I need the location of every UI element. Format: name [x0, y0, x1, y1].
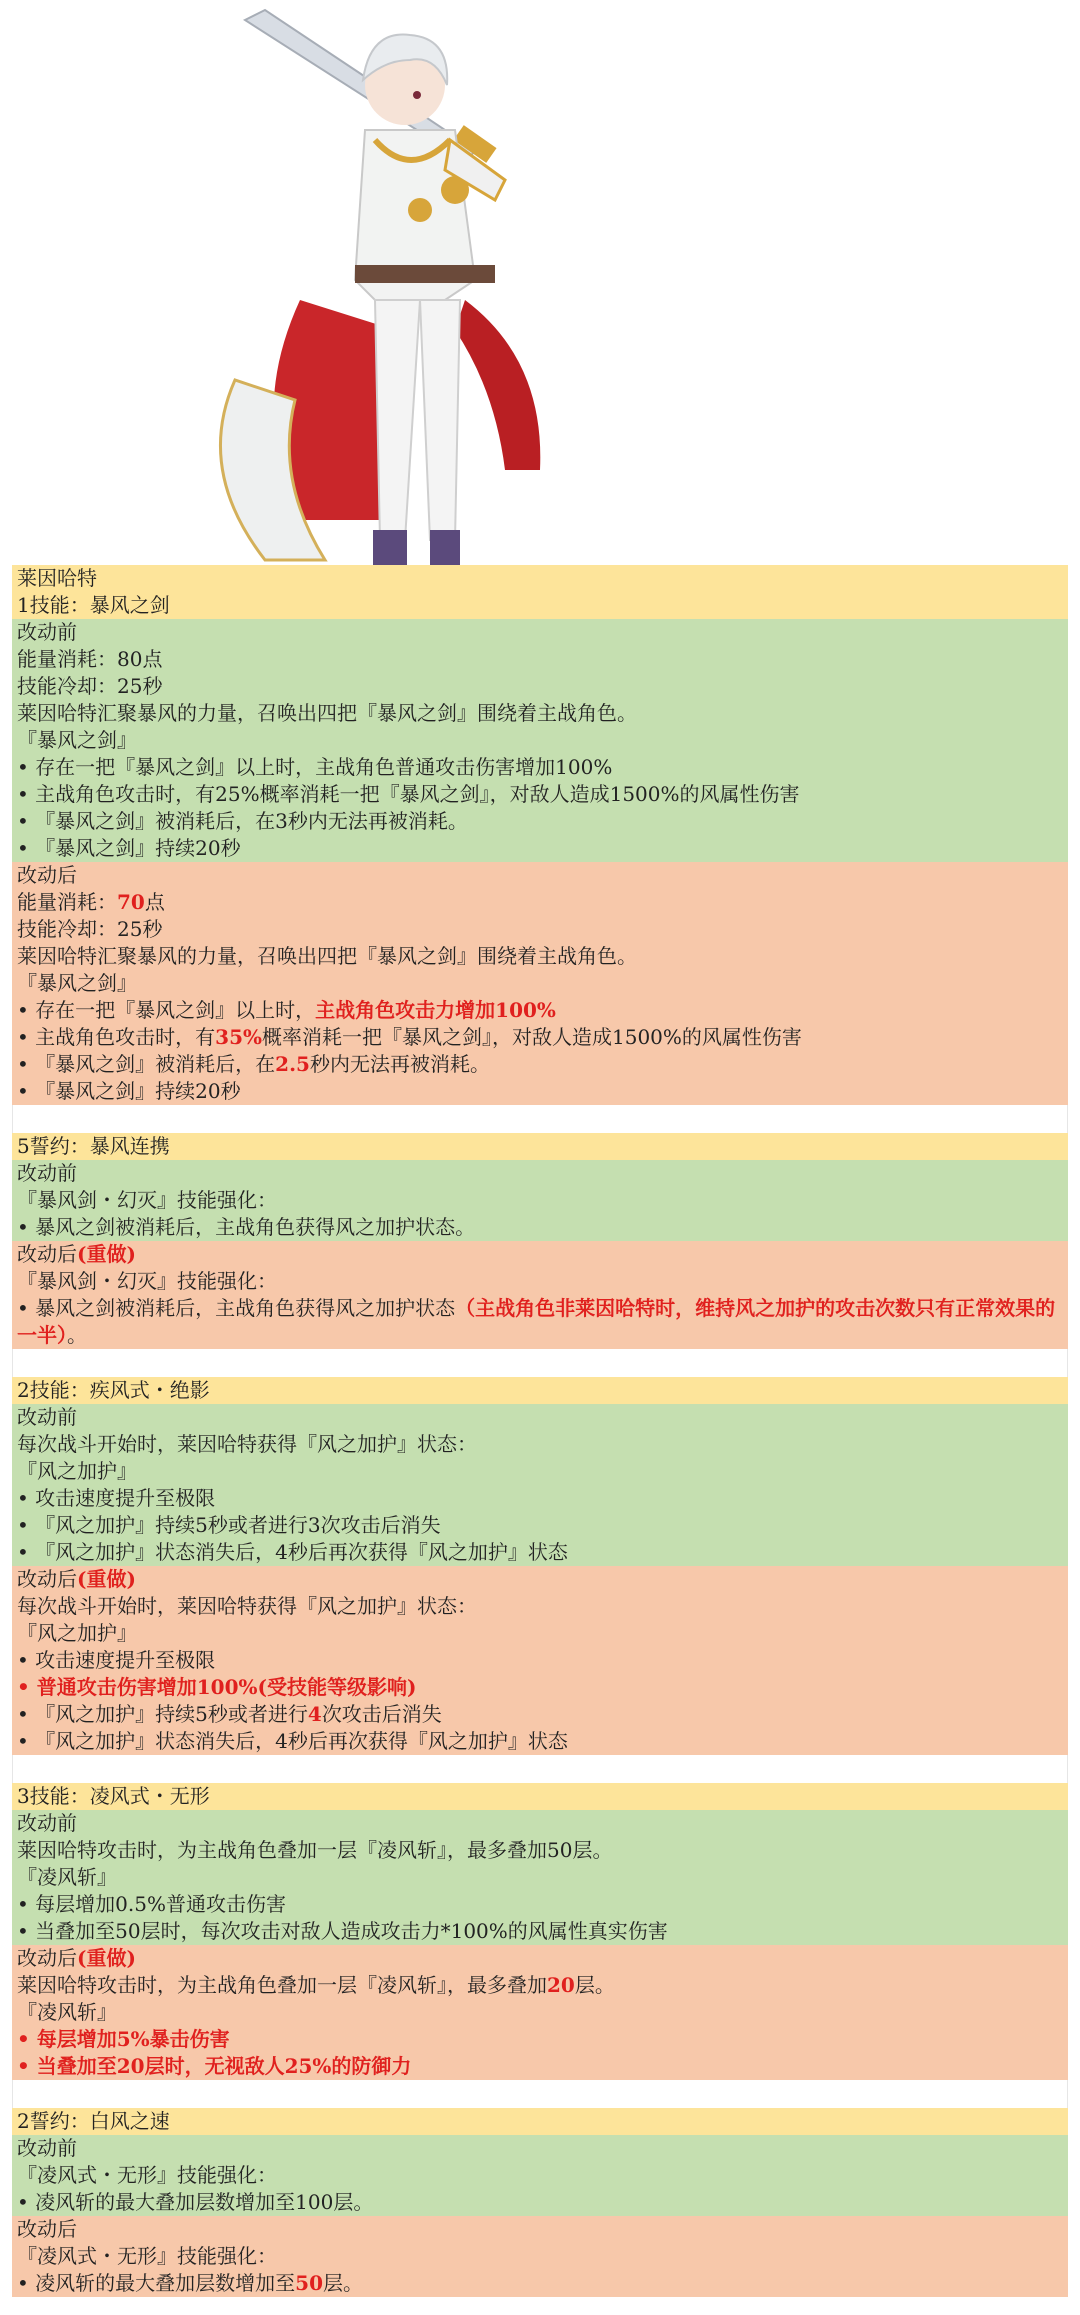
bullet: • 凌风斩的最大叠加层数增加至50层。: [17, 2271, 363, 2295]
bullet: • 存在一把『暴风之剑』以上时，主战角色普通攻击伤害增加100%: [17, 755, 613, 779]
bullet: • 『暴风之剑』持续20秒: [17, 1079, 241, 1103]
bullet: • 主战角色攻击时，有35%概率消耗一把『暴风之剑』，对敌人造成1500%的风属性伤害: [17, 1025, 802, 1049]
changed-value: 4: [307, 1702, 322, 1726]
changed-value: 70: [117, 890, 145, 914]
character-illustration: [205, 0, 655, 565]
skill2-before: [12, 1404, 1068, 1566]
enhance-line: 『凌风式・无形』技能强化：: [17, 2163, 277, 2187]
patch-notes-document: [12, 565, 1068, 2297]
oath5-after: [12, 1241, 1068, 1349]
skill-description: 莱因哈特汇聚暴风的力量，召唤出四把『暴风之剑』围绕着主战角色。: [17, 944, 637, 968]
oath2-title: 2誓约：白风之速: [12, 2108, 1068, 2135]
oath5-title: 5誓约：暴风连携: [12, 1133, 1068, 1160]
bullet-new: • 每层增加5%暴击伤害: [17, 2027, 230, 2051]
sub-heading: 『风之加护』: [17, 1459, 137, 1483]
bullet-new: • 普通攻击伤害增加100%(受技能等级影响): [17, 1675, 417, 1699]
bullet: • 攻击速度提升至极限: [17, 1486, 216, 1510]
bullet: • 存在一把『暴风之剑』以上时，主战角色攻击力增加100%: [17, 998, 556, 1022]
changed-value: 35%: [215, 1025, 262, 1049]
bullet-new: • 当叠加至20层时，无视敌人25%的防御力: [17, 2054, 412, 2078]
bullet: • 『风之加护』持续5秒或者进行3次攻击后消失: [17, 1513, 441, 1537]
bullet: • 暴风之剑被消耗后，主战角色获得风之加护状态（主战角色非莱因哈特时，维持风之加护的攻击次数只有正常效果的一半）。: [17, 1296, 1056, 1347]
bullet: • 『风之加护』持续5秒或者进行4次攻击后消失: [17, 1702, 442, 1726]
sub-heading: 『凌风斩』: [17, 1865, 117, 1889]
changed-value: 2.5: [275, 1052, 310, 1076]
skill1-title: 1技能：暴风之剑: [12, 592, 1068, 619]
before-label: 改动前: [17, 1811, 77, 1835]
section-gap: [12, 2080, 1068, 2108]
bullet: • 『暴风之剑』被消耗后，在3秒内无法再被消耗。: [17, 809, 468, 833]
oath5-before: [12, 1160, 1068, 1241]
enhance-line: 『暴风剑・幻灭』技能强化：: [17, 1188, 277, 1212]
before-label: 改动前: [17, 1161, 77, 1185]
sub-heading: 『风之加护』: [17, 1621, 137, 1645]
skill-description: 每次战斗开始时，莱因哈特获得『风之加护』状态：: [17, 1432, 477, 1456]
cooldown: 技能冷却：25秒: [17, 674, 163, 698]
bullet: • 暴风之剑被消耗后，主战角色获得风之加护状态。: [17, 1215, 476, 1239]
bullet: • 『风之加护』状态消失后，4秒后再次获得『风之加护』状态: [17, 1540, 568, 1564]
character-name: 莱因哈特: [12, 565, 1068, 592]
changed-value: 50: [295, 2271, 323, 2295]
after-label: 改动后(重做): [17, 1567, 136, 1591]
section-gap: [12, 1349, 1068, 1377]
skill2-after: [12, 1566, 1068, 1755]
skill2-title: 2技能：疾风式・绝影: [12, 1377, 1068, 1404]
sub-heading: 『凌风斩』: [17, 2000, 117, 2024]
energy-cost: 能量消耗：80点: [17, 647, 163, 671]
before-label: 改动前: [17, 2136, 77, 2160]
after-label: 改动后: [17, 2217, 77, 2241]
changed-value: 主战角色攻击力增加100%: [315, 998, 556, 1022]
cooldown: 技能冷却：25秒: [17, 917, 163, 941]
changed-value: 20: [547, 1973, 575, 1997]
skill3-title: 3技能：凌风式・无形: [12, 1783, 1068, 1810]
bullet: • 每层增加0.5%普通攻击伤害: [17, 1892, 286, 1916]
bullet: • 『风之加护』状态消失后，4秒后再次获得『风之加护』状态: [17, 1729, 568, 1753]
enhance-line: 『凌风式・无形』技能强化：: [17, 2244, 277, 2268]
bullet: • 『暴风之剑』持续20秒: [17, 836, 241, 860]
section-gap: [12, 1755, 1068, 1783]
oath2-after: [12, 2216, 1068, 2297]
skill-description: 莱因哈特攻击时，为主战角色叠加一层『凌风斩』，最多叠加50层。: [17, 1838, 613, 1862]
rework-tag: (重做): [77, 1567, 136, 1591]
skill-description: 莱因哈特攻击时，为主战角色叠加一层『凌风斩』，最多叠加20层。: [17, 1973, 615, 1997]
bullet: • 主战角色攻击时，有25%概率消耗一把『暴风之剑』，对敌人造成1500%的风属性伤害: [17, 782, 800, 806]
rework-tag: (重做): [77, 1242, 136, 1266]
oath2-before: [12, 2135, 1068, 2216]
section-gap: [12, 1105, 1068, 1133]
bullet: • 当叠加至50层时，每次攻击对敌人造成攻击力*100%的风属性真实伤害: [17, 1919, 668, 1943]
skill3-after: [12, 1945, 1068, 2080]
skill1-after: [12, 862, 1068, 1105]
after-label: 改动后: [17, 863, 77, 887]
after-label: 改动后(重做): [17, 1946, 136, 1970]
skill-description: 莱因哈特汇聚暴风的力量，召唤出四把『暴风之剑』围绕着主战角色。: [17, 701, 637, 725]
energy-cost: 能量消耗：70点: [17, 890, 165, 914]
rework-tag: (重做): [77, 1946, 136, 1970]
skill-description: 每次战斗开始时，莱因哈特获得『风之加护』状态：: [17, 1594, 477, 1618]
enhance-line: 『暴风剑・幻灭』技能强化：: [17, 1269, 277, 1293]
before-label: 改动前: [17, 620, 77, 644]
after-label: 改动后(重做): [17, 1242, 136, 1266]
bullet: • 凌风斩的最大叠加层数增加至100层。: [17, 2190, 374, 2214]
sub-heading: 『暴风之剑』: [17, 971, 137, 995]
skill3-before: [12, 1810, 1068, 1945]
before-label: 改动前: [17, 1405, 77, 1429]
sub-heading: 『暴风之剑』: [17, 728, 137, 752]
bullet: • 攻击速度提升至极限: [17, 1648, 216, 1672]
skill1-before: [12, 619, 1068, 862]
changed-value: （主战角色非莱因哈特时，维持风之加护的攻击次数只有正常效果的一半）: [17, 1296, 1056, 1347]
bullet: • 『暴风之剑』被消耗后，在2.5秒内无法再被消耗。: [17, 1052, 490, 1076]
